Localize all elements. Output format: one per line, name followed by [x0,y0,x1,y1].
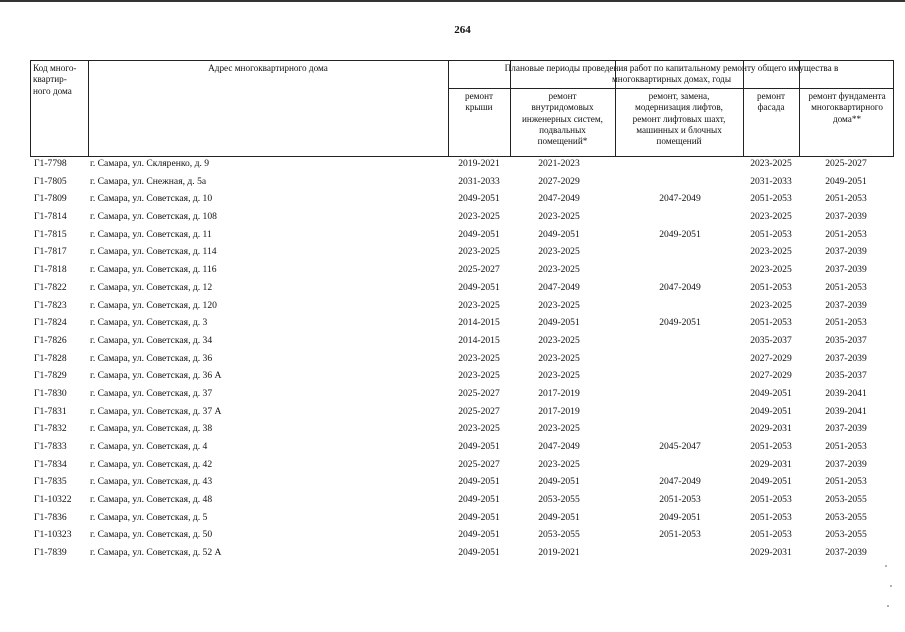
row-lifts-period: 2049-2051 [659,317,701,329]
row-facade-period: 2051-2053 [750,193,792,205]
row-systems-period: 2023-2025 [538,458,580,470]
row-facade-period: 2051-2053 [750,494,792,506]
row-address: г. Самара, ул. Советская, д. 43 [90,476,213,488]
header-divider [88,61,89,156]
page-number: 264 [454,24,471,36]
row-address: г. Самара, ул. Советская, д. 120 [90,299,217,311]
row-facade-period: 2027-2029 [750,352,792,364]
row-address: г. Самара, ул. Советская, д. 37 А [90,405,222,417]
col-header-periods: Плановые периоды проведения работ по капитальному ремонту общего имущества в многоквартирных домах, годы [504,63,839,85]
col-header-roof: ремонт крыши [464,91,493,113]
header-subdivider [448,88,893,89]
row-roof-period: 2049-2051 [458,476,500,488]
table-row [30,420,894,438]
table-row [30,491,894,509]
row-roof-period: 2023-2025 [458,299,500,311]
row-code: Г1-10323 [34,529,72,541]
row-code: Г1-7814 [34,211,67,223]
row-roof-period: 2025-2027 [458,458,500,470]
row-address: г. Самара, ул. Советская, д. 48 [90,494,213,506]
row-foundation-period: 2053-2055 [825,511,867,523]
row-systems-period: 2023-2025 [538,423,580,435]
row-address: г. Самара, ул. Советская, д. 11 [90,228,212,240]
row-code: Г1-7836 [34,511,67,523]
row-code: Г1-7839 [34,547,67,559]
row-systems-period: 2027-2029 [538,175,580,187]
row-roof-period: 2049-2051 [458,547,500,559]
table-body [30,155,894,562]
table-row [30,403,894,421]
row-roof-period: 2019-2021 [458,158,500,169]
row-systems-period: 2049-2051 [538,317,580,329]
col-header-code: Код много- квартир- ного дома [33,63,77,96]
row-code: Г1-7805 [34,175,67,187]
row-systems-period: 2053-2055 [538,494,580,506]
row-address: г. Самара, ул. Советская, д. 114 [90,246,217,258]
row-systems-period: 2053-2055 [538,529,580,541]
row-code: Г1-10322 [34,494,72,506]
table-row [30,438,894,456]
col-header-foundation: ремонт фундамента многоквартирного дома** [808,91,886,124]
row-facade-period: 2023-2025 [750,158,792,169]
row-facade-period: 2035-2037 [750,334,792,346]
row-code: Г1-7830 [34,387,67,399]
row-lifts-period: 2051-2053 [659,494,701,506]
row-facade-period: 2023-2025 [750,299,792,311]
table-row [30,226,894,244]
row-foundation-period: 2051-2053 [825,441,867,452]
row-facade-period: 2027-2029 [750,370,792,382]
row-roof-period: 2023-2025 [458,423,500,435]
row-roof-period: 2023-2025 [458,246,500,258]
row-facade-period: 2029-2031 [750,423,792,435]
table-row [30,208,894,226]
row-code: Г1-7829 [34,370,67,382]
scan-speck [890,585,892,587]
table-row [30,314,894,332]
row-foundation-period: 2051-2053 [825,228,867,240]
row-facade-period: 2029-2031 [750,458,792,470]
table-row [30,173,894,191]
row-facade-period: 2023-2025 [750,246,792,258]
row-systems-period: 2023-2025 [538,370,580,382]
row-code: Г1-7817 [34,246,67,258]
table-row [30,473,894,491]
row-facade-period: 2031-2033 [750,175,792,187]
row-roof-period: 2049-2051 [458,494,500,506]
row-roof-period: 2049-2051 [458,441,500,452]
table-row [30,243,894,261]
row-lifts-period: 2049-2051 [659,228,701,240]
table-row [30,509,894,527]
table-row [30,279,894,297]
row-address: г. Самара, ул. Советская, д. 34 [90,334,213,346]
row-address: г. Самара, ул. Советская, д. 116 [90,264,217,276]
row-systems-period: 2047-2049 [538,193,580,205]
col-header-address: Адрес многоквартирного дома [208,63,328,73]
table-row [30,155,894,173]
row-code: Г1-7832 [34,423,67,435]
row-foundation-period: 2037-2039 [825,458,867,470]
row-foundation-period: 2025-2027 [825,158,867,169]
row-address: г. Самара, ул. Советская, д. 3 [90,317,208,329]
row-facade-period: 2029-2031 [750,547,792,559]
row-foundation-period: 2051-2053 [825,317,867,329]
row-code: Г1-7824 [34,317,67,329]
row-roof-period: 2049-2051 [458,511,500,523]
row-systems-period: 2023-2025 [538,299,580,311]
row-roof-period: 2025-2027 [458,264,500,276]
row-facade-period: 2051-2053 [750,441,792,452]
table-row [30,350,894,368]
row-address: г. Самара, ул. Советская, д. 36 А [90,370,222,382]
row-foundation-period: 2051-2053 [825,476,867,488]
row-systems-period: 2023-2025 [538,211,580,223]
row-code: Г1-7823 [34,299,67,311]
col-header-systems: ремонт внутридомовых инженерных систем, подвальных помещений* [522,91,603,147]
row-address: г. Самара, ул. Советская, д. 42 [90,458,213,470]
row-foundation-period: 2039-2041 [825,405,867,417]
row-address: г. Самара, ул. Советская, д. 10 [90,193,213,205]
row-foundation-period: 2053-2055 [825,529,867,541]
row-lifts-period: 2045-2047 [659,441,701,452]
row-systems-period: 2023-2025 [538,246,580,258]
row-foundation-period: 2053-2055 [825,494,867,506]
row-foundation-period: 2051-2053 [825,193,867,205]
row-roof-period: 2049-2051 [458,228,500,240]
row-roof-period: 2014-2015 [458,334,500,346]
row-foundation-period: 2035-2037 [825,370,867,382]
row-code: Г1-7828 [34,352,67,364]
row-facade-period: 2051-2053 [750,281,792,293]
row-facade-period: 2051-2053 [750,529,792,541]
row-code: Г1-7798 [34,158,67,169]
row-roof-period: 2025-2027 [458,387,500,399]
row-roof-period: 2023-2025 [458,370,500,382]
row-systems-period: 2049-2051 [538,476,580,488]
row-systems-period: 2023-2025 [538,264,580,276]
table-row [30,190,894,208]
row-roof-period: 2023-2025 [458,211,500,223]
row-roof-period: 2023-2025 [458,352,500,364]
row-foundation-period: 2037-2039 [825,264,867,276]
row-code: Г1-7835 [34,476,67,488]
row-address: г. Самара, ул. Советская, д. 38 [90,423,213,435]
table-row [30,297,894,315]
row-code: Г1-7833 [34,441,67,452]
row-address: г. Самара, ул. Скляренко, д. 9 [90,158,210,169]
row-systems-period: 2017-2019 [538,387,580,399]
row-address: г. Самара, ул. Советская, д. 52 А [90,547,222,559]
scan-speck [887,605,889,607]
row-foundation-period: 2037-2039 [825,211,867,223]
row-systems-period: 2049-2051 [538,228,580,240]
row-systems-period: 2047-2049 [538,281,580,293]
row-foundation-period: 2051-2053 [825,281,867,293]
row-roof-period: 2025-2027 [458,405,500,417]
row-roof-period: 2049-2051 [458,281,500,293]
row-address: г. Самара, ул. Советская, д. 4 [90,441,208,452]
table-row [30,261,894,279]
row-address: г. Самара, ул. Советская, д. 108 [90,211,217,223]
row-systems-period: 2023-2025 [538,352,580,364]
row-code: Г1-7826 [34,334,67,346]
row-facade-period: 2023-2025 [750,264,792,276]
row-systems-period: 2023-2025 [538,334,580,346]
row-code: Г1-7815 [34,228,67,240]
table-row [30,332,894,350]
row-facade-period: 2049-2051 [750,476,792,488]
row-address: г. Самара, ул. Советская, д. 37 [90,387,213,399]
col-header-facade: ремонт фасада [756,91,785,113]
row-address: г. Самара, ул. Советская, д. 36 [90,352,213,364]
table-header [30,60,894,157]
row-roof-period: 2014-2015 [458,317,500,329]
table-row [30,526,894,544]
row-foundation-period: 2039-2041 [825,387,867,399]
row-address: г. Самара, ул. Снежная, д. 5а [90,175,207,187]
row-lifts-period: 2047-2049 [659,281,701,293]
row-lifts-period: 2047-2049 [659,476,701,488]
table-row [30,544,894,562]
row-code: Г1-7834 [34,458,67,470]
table-row [30,385,894,403]
row-systems-period: 2019-2021 [538,547,580,559]
row-code: Г1-7809 [34,193,67,205]
row-systems-period: 2021-2023 [538,158,580,169]
row-foundation-period: 2037-2039 [825,547,867,559]
row-foundation-period: 2037-2039 [825,352,867,364]
row-foundation-period: 2035-2037 [825,334,867,346]
row-address: г. Самара, ул. Советская, д. 12 [90,281,213,293]
table-row [30,367,894,385]
col-header-lifts: ремонт, замена, модернизация лифтов, ремонт лифтовых шахт, машинных и блочных помещений [632,91,726,147]
row-systems-period: 2017-2019 [538,405,580,417]
row-facade-period: 2051-2053 [750,317,792,329]
row-roof-period: 2049-2051 [458,193,500,205]
row-lifts-period: 2047-2049 [659,193,701,205]
row-systems-period: 2047-2049 [538,441,580,452]
row-facade-period: 2051-2053 [750,228,792,240]
row-facade-period: 2049-2051 [750,387,792,399]
top-border-line [0,0,905,2]
row-code: Г1-7822 [34,281,67,293]
row-lifts-period: 2049-2051 [659,511,701,523]
row-foundation-period: 2037-2039 [825,299,867,311]
row-facade-period: 2051-2053 [750,511,792,523]
row-facade-period: 2049-2051 [750,405,792,417]
row-foundation-period: 2049-2051 [825,175,867,187]
scan-speck [885,565,887,567]
row-code: Г1-7818 [34,264,67,276]
table-row [30,456,894,474]
row-code: Г1-7831 [34,405,67,417]
row-foundation-period: 2037-2039 [825,423,867,435]
row-lifts-period: 2051-2053 [659,529,701,541]
row-foundation-period: 2037-2039 [825,246,867,258]
row-facade-period: 2023-2025 [750,211,792,223]
row-roof-period: 2049-2051 [458,529,500,541]
row-systems-period: 2049-2051 [538,511,580,523]
row-address: г. Самара, ул. Советская, д. 5 [90,511,208,523]
row-address: г. Самара, ул. Советская, д. 50 [90,529,213,541]
row-roof-period: 2031-2033 [458,175,500,187]
